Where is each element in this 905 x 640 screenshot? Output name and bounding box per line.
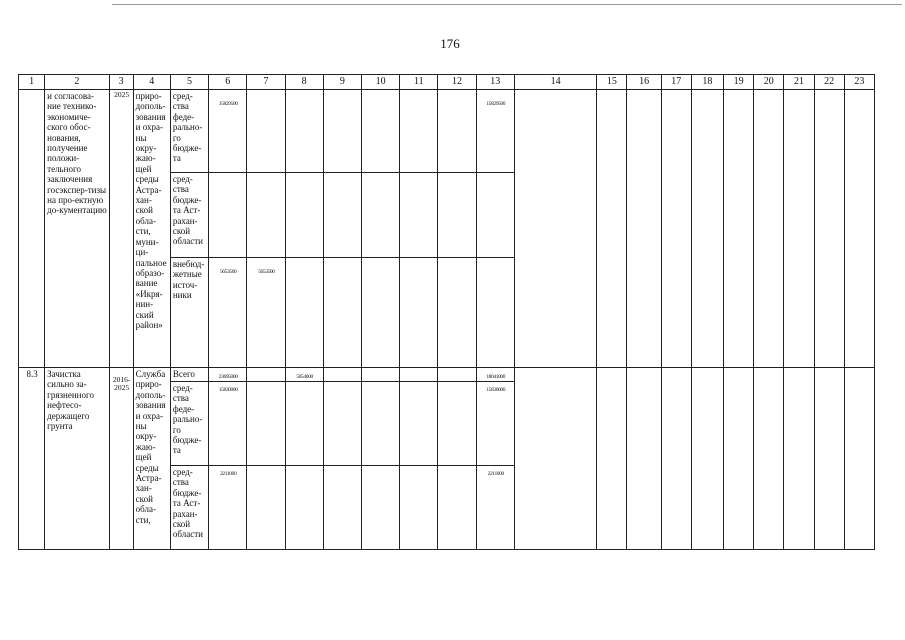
col-header: 22 bbox=[814, 75, 844, 90]
cell-funding-source: Всего bbox=[170, 368, 208, 382]
cell-value: 5654000 bbox=[296, 374, 313, 380]
cell-activity-name: Зачистка сильно за-грязненного нефтесо-держащего грунта bbox=[45, 368, 109, 550]
col-header: 16 bbox=[627, 75, 661, 90]
table-row bbox=[19, 90, 875, 173]
cell-value: 15830000 bbox=[486, 387, 506, 393]
cell-value: 2211000 bbox=[487, 471, 504, 477]
cell-value: 5653500 bbox=[258, 269, 275, 275]
col-header: 17 bbox=[661, 75, 691, 90]
budget-table bbox=[18, 74, 875, 550]
col-header: 8 bbox=[285, 75, 323, 90]
cell-item-number bbox=[19, 90, 45, 368]
cell-funding-source: сред-ства феде-рально-го бюдже-та bbox=[170, 382, 208, 466]
cell-funding-source: сред-ства феде-рально-го бюдже-та bbox=[170, 90, 208, 173]
cell-value: 18041000 bbox=[486, 374, 506, 380]
cell-value: 2211000 bbox=[220, 471, 237, 477]
col-header: 9 bbox=[323, 75, 361, 90]
cell-value bbox=[249, 91, 283, 101]
cell-value bbox=[249, 369, 283, 374]
cell-value bbox=[288, 383, 322, 387]
col-header: 20 bbox=[754, 75, 784, 90]
cell-value: 23695000 bbox=[218, 374, 238, 380]
col-header: 14 bbox=[514, 75, 596, 90]
cell-value bbox=[479, 174, 513, 184]
cell-value: 5653500 bbox=[219, 269, 237, 275]
cell-years: 2016-2025 bbox=[109, 368, 133, 550]
col-header: 12 bbox=[438, 75, 476, 90]
col-header: 7 bbox=[247, 75, 285, 90]
top-rule bbox=[112, 4, 902, 5]
cell-value bbox=[249, 174, 283, 184]
col-header: 3 bbox=[109, 75, 133, 90]
cell-funding-source: внебюд-жетные источ-ники bbox=[170, 258, 208, 368]
cell-years: 2025 bbox=[109, 90, 133, 368]
col-header: 6 bbox=[209, 75, 247, 90]
cell-value: 15829500 bbox=[218, 101, 238, 107]
column-number-row bbox=[19, 75, 875, 90]
cell-value: 15829500 bbox=[486, 101, 506, 107]
cell-executor: Служба приро-дополь-зования и охра-ны окру-жаю-щей среды Астра-хан-ской обла-сти, bbox=[133, 368, 170, 550]
col-header: 13 bbox=[476, 75, 514, 90]
col-header: 4 bbox=[133, 75, 170, 90]
col-header: 21 bbox=[784, 75, 814, 90]
page-number: 176 bbox=[440, 36, 460, 51]
cell-value bbox=[288, 259, 322, 269]
cell-value bbox=[479, 259, 513, 269]
cell-value bbox=[288, 91, 322, 101]
col-header: 10 bbox=[361, 75, 399, 90]
cell-value bbox=[211, 174, 245, 184]
col-header: 2 bbox=[45, 75, 109, 90]
cell-executor: приро-дополь-зования и охра-ны окру-жаю-щей среды Астра-хан-ской обла-сти, муни-ци-пальное образо-вание «Икря-нин-ский район» bbox=[133, 90, 170, 368]
cell-value bbox=[288, 174, 322, 184]
cell-item-number: 8.3 bbox=[19, 368, 45, 550]
col-header: 11 bbox=[400, 75, 438, 90]
cell-funding-source: сред-ства бюдже-та Аст-рахан-ской области bbox=[170, 466, 208, 550]
table-row bbox=[19, 368, 875, 382]
cell-value: 15830000 bbox=[218, 387, 238, 393]
col-header: 23 bbox=[844, 75, 874, 90]
cell-value bbox=[249, 467, 283, 471]
col-header: 15 bbox=[597, 75, 627, 90]
cell-value bbox=[249, 383, 283, 387]
col-header: 18 bbox=[691, 75, 723, 90]
col-header: 5 bbox=[170, 75, 208, 90]
col-header: 19 bbox=[724, 75, 754, 90]
cell-activity-name: и согласова-ние технико-экономиче-ского обос-нования, получение положи-тельного заключения госэкспер-тизы на про-ектную до-кументацию bbox=[45, 90, 109, 368]
col-header: 1 bbox=[19, 75, 45, 90]
cell-value bbox=[288, 467, 322, 471]
cell-funding-source: сред-ства бюдже-та Аст-рахан-ской области bbox=[170, 173, 208, 258]
